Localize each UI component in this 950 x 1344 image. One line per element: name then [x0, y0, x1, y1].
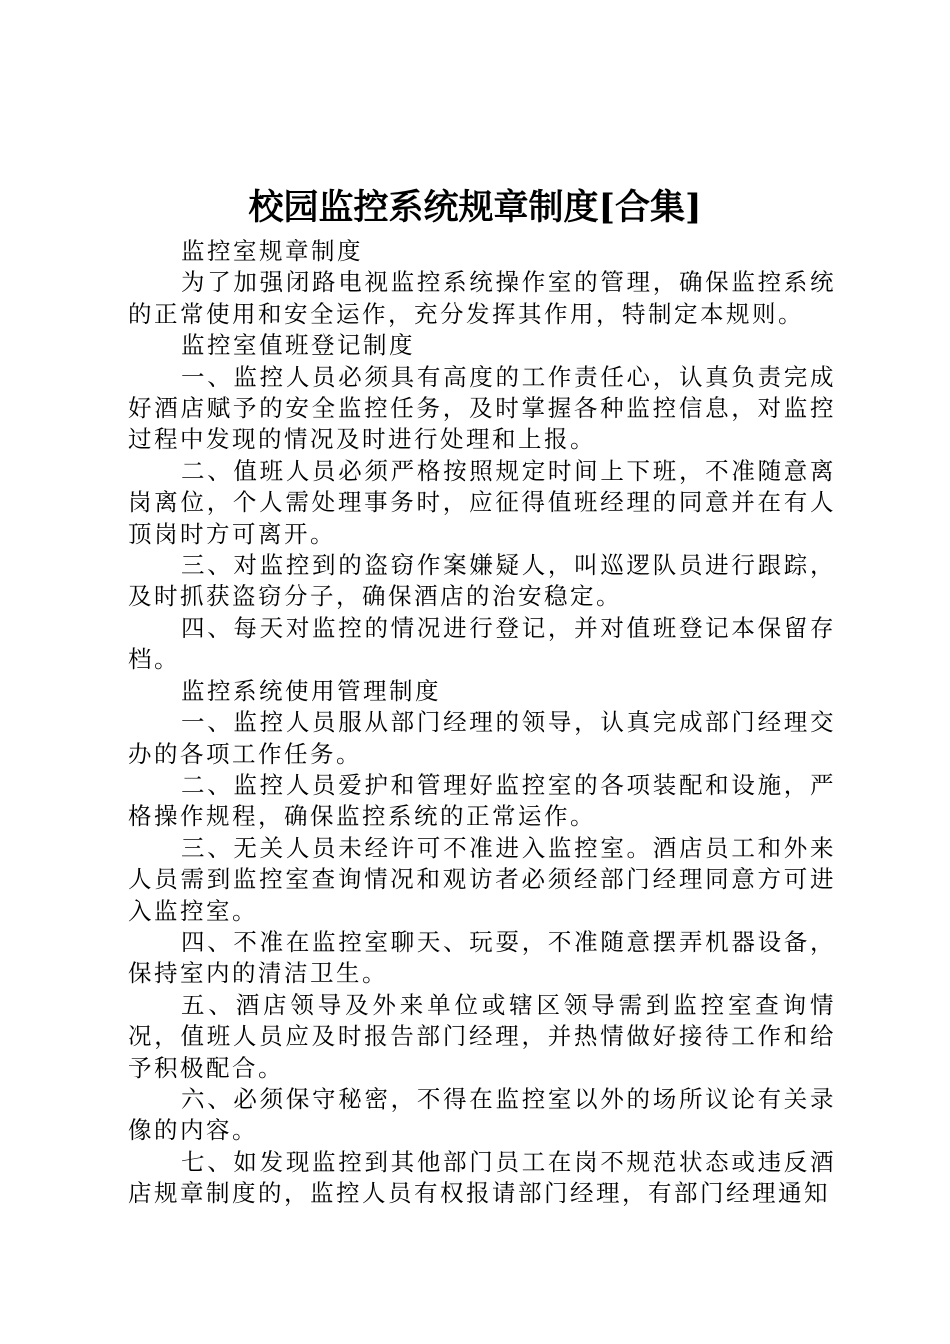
- paragraph: 一、监控人员服从部门经理的领导，认真完成部门经理交办的各项工作任务。: [128, 708, 836, 768]
- paragraph: 二、值班人员必须严格按照规定时间上下班，不准随意离岗离位，个人需处理事务时，应征得值班经理的同意并在有人顶岗时方可离开。: [128, 456, 836, 548]
- section-heading: 监控室值班登记制度: [181, 331, 415, 360]
- paragraph: 四、每天对监控的情况进行登记，并对值班登记本保留存档。: [128, 613, 836, 674]
- paragraph: 三、对监控到的盗窃作案嫌疑人，叫巡逻队员进行跟踪，及时抓获盗窃分子，确保酒店的治安稳定。: [128, 551, 836, 611]
- paragraph: 七、如发现监控到其他部门员工在岗不规范状态或违反酒店规章制度的，监控人员有权报请部门经理，有部门经理通知: [128, 1147, 836, 1208]
- paragraph: 一、监控人员必须具有高度的工作责任心，认真负责完成好酒店赋予的安全监控任务，及时掌握各种监控信息，对监控过程中发现的情况及时进行处理和上报。: [128, 362, 836, 454]
- document-title: 校园监控系统规章制度[合集]: [248, 187, 702, 228]
- document-body: [128, 236, 836, 1210]
- section-heading: 监控室规章制度: [181, 237, 363, 265]
- paragraph: 四、不准在监控室聊天、玩耍，不准随意摆弄机器设备，保持室内的清洁卫生。: [128, 927, 836, 988]
- section-heading: 监控系统使用管理制度: [181, 676, 441, 705]
- paragraph: 三、无关人员未经许可不准进入监控室。酒店员工和外来人员需到监控室查询情况和观访者必须经部门经理同意方可进入监控室。: [128, 833, 836, 925]
- paragraph: 二、监控人员爱护和管理好监控室的各项装配和设施，严格操作规程，确保监控系统的正常运作。: [128, 770, 836, 831]
- paragraph: 六、必须保守秘密，不得在监控室以外的场所议论有关录像的内容。: [128, 1084, 836, 1145]
- paragraph: 为了加强闭路电视监控系统操作室的管理，确保监控系统的正常使用和安全运作，充分发挥其作用，特制定本规则。: [128, 268, 836, 328]
- paragraph: 五、酒店领导及外来单位或辖区领导需到监控室查询情况，值班人员应及时报告部门经理，并热情做好接待工作和给予积极配合。: [128, 990, 836, 1082]
